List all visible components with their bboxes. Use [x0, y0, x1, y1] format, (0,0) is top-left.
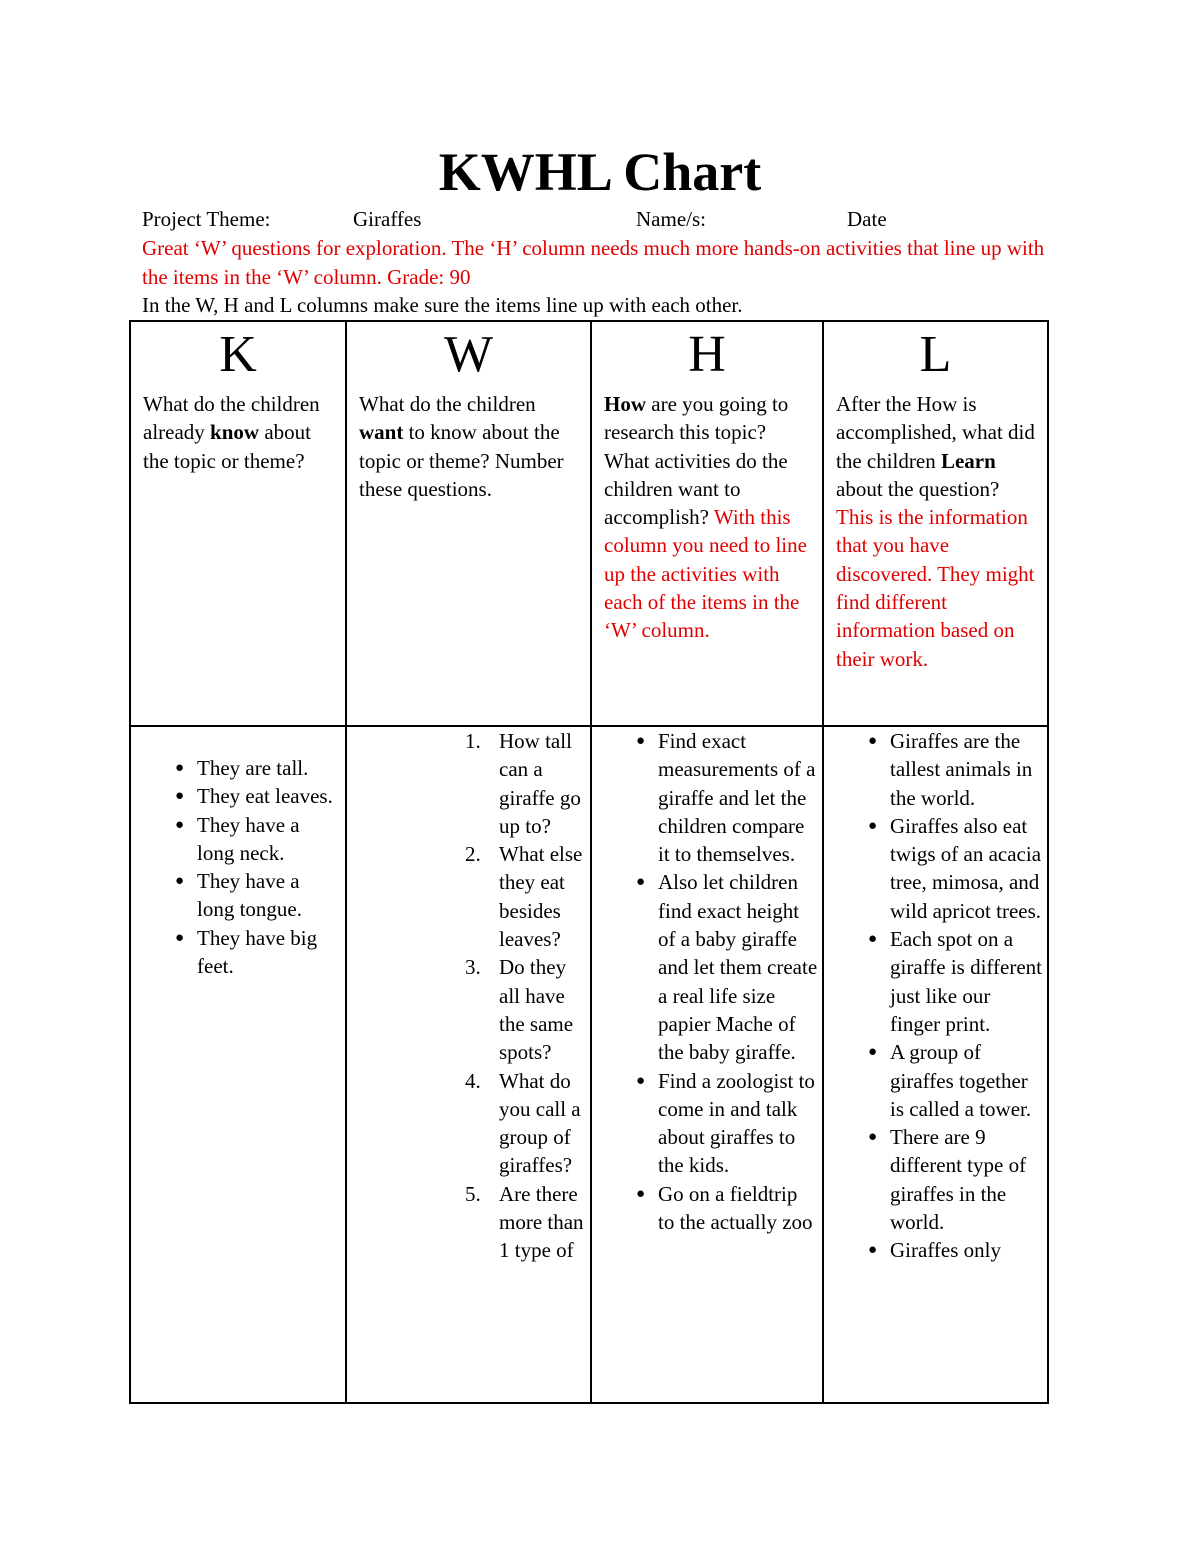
list-item: 3. Do they all have the same spots?: [465, 955, 574, 1065]
k-list: [131, 754, 345, 980]
h-header-cell: [591, 321, 823, 726]
header-row: [130, 321, 1048, 726]
list-item: ● Find a zoologist to come in and talk about giraffes to the kids.: [592, 1067, 822, 1180]
w-prompt: What do the children want to know about the topic or theme? Number these questions.: [359, 392, 564, 501]
w-header-cell: [346, 321, 591, 726]
h-content-cell: [591, 726, 823, 1403]
list-item: ● Go on a fieldtrip to the actually zoo: [592, 1180, 822, 1237]
list-item: ● They have a long neck.: [131, 811, 345, 868]
list-item: ● They eat leaves.: [131, 782, 345, 810]
h-list: [592, 727, 822, 1236]
project-theme-value: Giraffes: [353, 207, 422, 231]
list-item: ● Giraffes also eat twigs of an acacia tree, mimosa, and wild apricot trees.: [824, 812, 1047, 925]
w-letter: W: [443, 326, 494, 383]
w-list: [347, 727, 590, 1265]
list-item: ● Also let children find exact height of a baby giraffe and let them create a real life size papier Mache of the baby giraffe.: [592, 868, 822, 1066]
page-title: KWHL Chart: [438, 142, 762, 202]
k-prompt: What do the children already know about the topic or theme?: [143, 392, 320, 473]
grading-comment: Great ‘W’ questions for exploration. The ‘H’ column needs much more hands-on activities that line up with the items in the ‘W’ column. Grade: 90: [142, 236, 1045, 289]
project-theme-label: Project Theme:: [142, 207, 271, 231]
l-content-cell: [823, 726, 1048, 1403]
k-header-cell: [130, 321, 346, 726]
l-list: [824, 727, 1047, 1265]
h-letter: H: [688, 326, 726, 383]
list-item: ● They have big feet.: [131, 924, 345, 981]
list-item: 5. Are there more than 1 type of: [465, 1181, 584, 1263]
instruction-note: In the W, H and L columns make sure the items line up with each other.: [142, 293, 743, 317]
list-item: 4. What do you call a group of giraffes?: [465, 1068, 581, 1178]
l-prompt: After the How is accomplished, what did the children Learn about the question? This is the information that you have discovered. They might find different information based on their work.: [836, 392, 1035, 671]
content-row: [130, 726, 1048, 1403]
k-letter: K: [219, 326, 257, 383]
l-letter: L: [919, 326, 952, 383]
l-header-cell: [823, 321, 1048, 726]
list-item: 2. What else they eat besides leaves?: [465, 842, 583, 952]
w-content-cell: [346, 726, 591, 1403]
list-item: ● Find exact measurements of a giraffe and let the children compare it to themselves.: [592, 727, 822, 868]
h-prompt: How are you going to research this topic? What activities do the children want to accomplish? With this column you need to line up the activities with each of the items in the ‘W’ column.: [604, 392, 807, 643]
list-item: ● A group of giraffes together is called a tower.: [824, 1038, 1047, 1123]
list-item: ● Giraffes only: [824, 1236, 1047, 1264]
list-item: ● Giraffes are the tallest animals in the world.: [824, 727, 1047, 812]
list-item: ● Each spot on a giraffe is different just like our finger print.: [824, 925, 1047, 1038]
names-label: Name/s:: [636, 207, 706, 231]
list-item: ● There are 9 different type of giraffes in the world.: [824, 1123, 1047, 1236]
k-content-cell: [130, 726, 346, 1403]
kwhl-table: [129, 320, 1049, 1404]
list-item: ● They have a long tongue.: [131, 867, 345, 924]
date-label: Date: [847, 207, 887, 231]
list-item: 1. How tall can a giraffe go up to?: [465, 729, 581, 838]
list-item: ● They are tall.: [131, 754, 345, 782]
